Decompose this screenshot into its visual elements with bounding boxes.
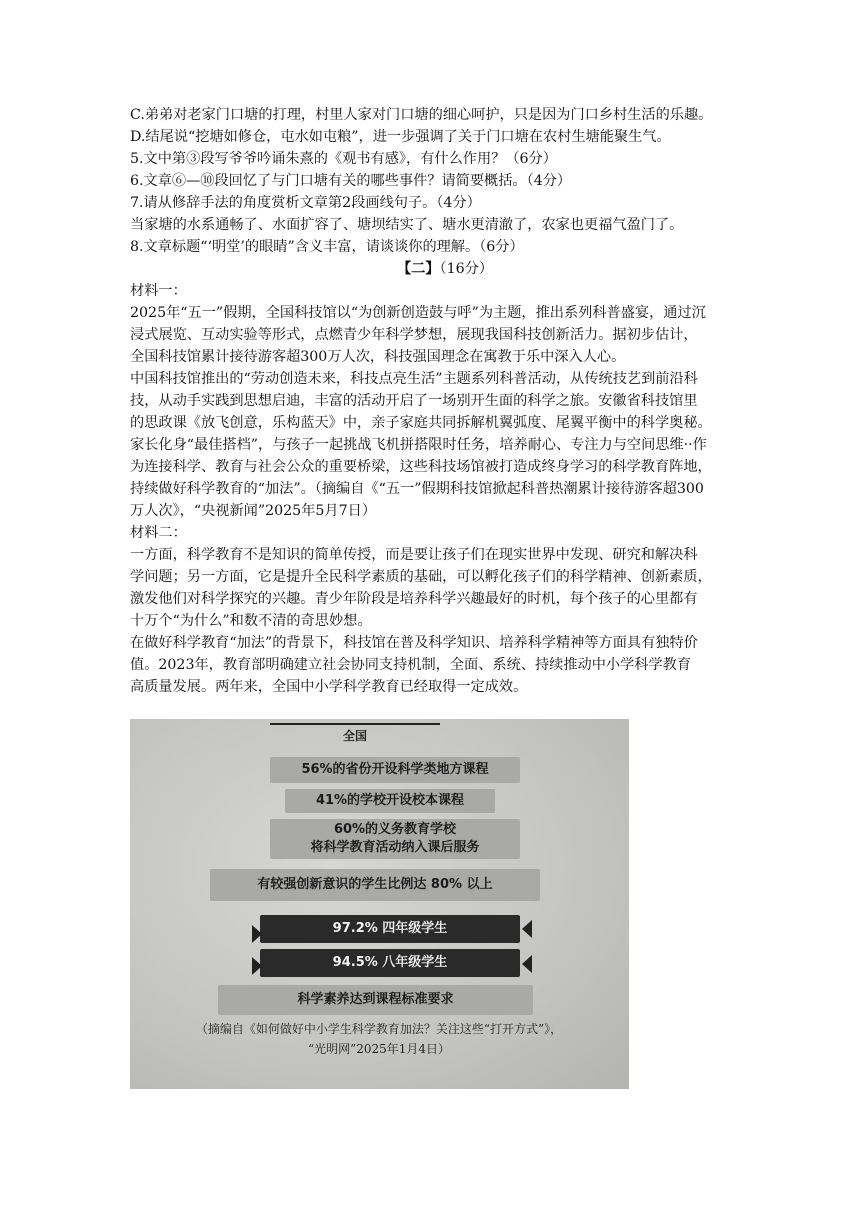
stat-pill xyxy=(285,789,495,813)
material-1-line: 中国科技馆推出的“劳动创造未来，科技点亮生活”主题系列科普活动，从传统技艺到前沿科 xyxy=(130,371,698,387)
material-2-line: 激发他们对科学探究的兴趣。青少年阶段是培养科学兴趣最好的时机，每个孩子的心里都有 xyxy=(130,591,698,607)
material-1-line: 全国科技馆累计接待游客超300万人次，科技强国理念在寓教于乐中深入人心。 xyxy=(130,349,626,365)
material-1-line: 的思政课《放飞创意，乐构蓝天》中，亲子家庭共同拆解机翼弧度、尾翼平衡中的科学奥秘。 xyxy=(130,415,712,431)
stat-pill xyxy=(270,757,520,783)
caption-line: “光明网”2025年1月4日） xyxy=(307,1042,451,1056)
option-d: D.结尾说“挖塘如修仓，屯水如屯粮”，进一步强调了关于门口塘在农村生塘能聚生气。 xyxy=(130,129,671,145)
caption-line: （摘编自《如何做好中小学生科学教育加法？关注这些“打开方式”》， xyxy=(195,1022,563,1036)
material-1-line: 家长化身“最佳搭档”，与孩子一起挑战飞机拼搭限时任务，培养耐心、专注力与空间思维··作 xyxy=(130,437,707,453)
infographic-banner: 全国 xyxy=(270,723,440,747)
grade-4-bar xyxy=(260,915,520,943)
material-1-line: 2025年“五一”假期，全国科技馆以“为创新创造鼓与呼”为主题，推出系列科普盛宴，通过沉 xyxy=(130,305,706,321)
option-c: C.弟弟对老家门口塘的打理，村里人家对门口塘的细心呵护，只是因为门口乡村生活的乐趣。 xyxy=(130,107,713,123)
section-2-label: 【二】 xyxy=(396,261,440,277)
stat-pill xyxy=(270,819,520,859)
infographic-caption xyxy=(144,1019,614,1059)
infographic-photo xyxy=(130,719,629,1089)
material-2-line: 在做好科学教育“加法”的背景下，科技馆在普及科学知识、培养科学精神等方面具有独特价 xyxy=(130,635,698,651)
question-6: 6.文章⑥—⑩段回忆了与门口塘有关的哪些事件？请简要概括。（4分） xyxy=(130,173,572,189)
question-7: 7.请从修辞手法的角度赏析文章第2段画线句子。（4分） xyxy=(130,195,481,211)
stat-text: 97.2% 四年级学生 xyxy=(332,921,448,936)
material-1-line: 万人次》，“央视新闻”2025年5月7日） xyxy=(130,503,377,519)
stat-text: 60%的义务教育学校 xyxy=(333,822,457,837)
question-5: 5.文中第③段写爷爷吟诵朱熹的《观书有感》，有什么作用？（6分） xyxy=(130,151,557,167)
stat-pill xyxy=(210,869,540,901)
material-1-line: 浸式展览、互动实验等形式，点燃青少年科学梦想，展现我国科技创新活力。据初步估计， xyxy=(130,327,698,343)
material-2-line: 学问题；另一方面，它是提升全民科学素质的基础，可以孵化孩子们的科学精神、创新素质， xyxy=(130,569,712,585)
material-2-line: 值。2023年，教育部明确建立社会协同支持机制，全面、系统、持续推动中小学科学教育 xyxy=(130,657,692,673)
question-8: 8.文章标题“‘明堂’的眼睛”含义丰富，请谈谈你的理解。（6分） xyxy=(130,239,524,255)
stat-text: 科学素养达到课程标准要求 xyxy=(297,992,454,1007)
material-1-line: 技，从动手实践到思想启迪，丰富的活动开启了一场别开生面的科学之旅。安徽省科技馆里 xyxy=(130,393,698,409)
arrow-right-icon xyxy=(252,925,262,943)
exam-text xyxy=(130,104,760,698)
stat-text: 有较强创新意识的学生比例达 80% 以上 xyxy=(257,877,493,892)
arrow-left-icon xyxy=(522,955,532,973)
arrow-left-icon xyxy=(522,920,532,938)
grade-8-bar xyxy=(260,949,520,977)
question-7-quote: 当家塘的水系通畅了、水面扩容了、塘坝结实了、塘水更清澈了，农家也更福气盈门了。 xyxy=(130,217,684,233)
material-1-line: 为连接科学、教育与社会公众的重要桥梁，这些科技场馆被打造成终身学习的科学教育阵地， xyxy=(130,459,712,475)
material-2-line: 高质量发展。两年来，全国中小学科学教育已经取得一定成效。 xyxy=(130,679,528,695)
stat-pill xyxy=(218,985,533,1015)
stat-text: 41%的学校开设校本课程 xyxy=(315,793,465,808)
material-1-line: 持续做好科学教育的“加法”。（摘编自《“五一”假期科技馆掀起科普热潮累计接待游客超300 xyxy=(130,481,704,497)
stat-text: 将科学教育活动纳入课后服务 xyxy=(310,840,480,855)
stat-text: 94.5% 八年级学生 xyxy=(332,955,448,970)
section-2-score: （16分） xyxy=(439,261,494,277)
arrow-right-icon xyxy=(252,957,262,975)
stat-text: 56%的省份开设科学类地方课程 xyxy=(301,762,489,777)
material-2-line: 十万个“为什么”和数不清的奇思妙想。 xyxy=(130,613,372,629)
section-2-title xyxy=(130,258,760,280)
material-1-label: 材料一： xyxy=(130,283,187,299)
material-2-line: 一方面，科学教育不是知识的简单传授，而是要让孩子们在现实世界中发现、研究和解决科 xyxy=(130,547,698,563)
material-2-label: 材料二： xyxy=(130,525,187,541)
